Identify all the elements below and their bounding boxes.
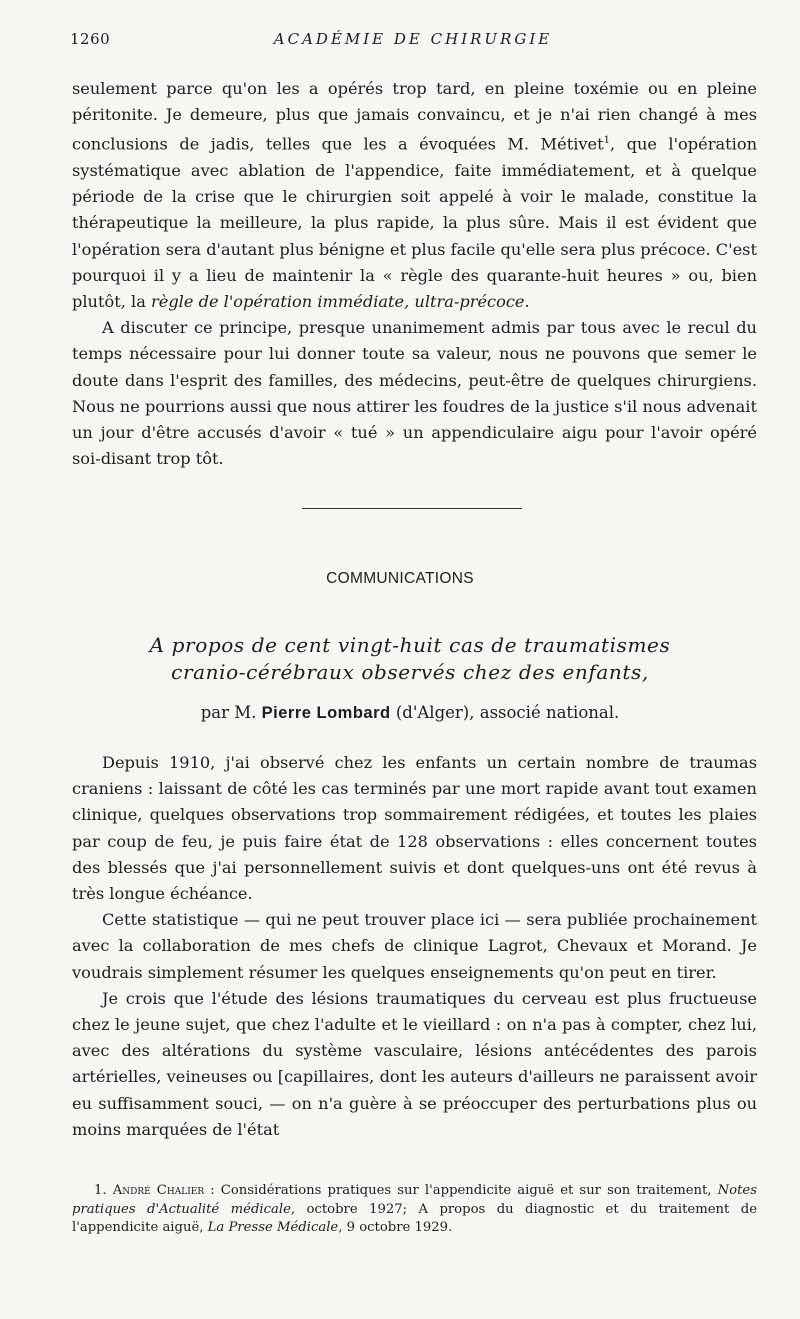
section-heading: COMMUNICATIONS	[326, 570, 474, 587]
byline: par M. Pierre Lombard (d'Alger), associé national.	[200, 703, 620, 722]
italic-rule: règle de l'opération immédiate, ultra-précoce	[151, 292, 525, 312]
continuation-paragraph-1: seulement parce qu'on les a opérés trop tard, en pleine toxémie ou en pleine péritonite. Je demeure, plus que jamais convaincu, et je n'ai rien changé à mes conclusions de jadis, telles que les a évoquées M. Métivet$^1$, que l'opération systématique avec ablation de l'appendice, faite immédiatement, et à quelque période de la crise que le chirurgien soit appelé à voir le malade, constitue la thérapeutique la meilleure, la plus rapide, la plus sûre. Mais il est évident que l'opération sera d'autant plus bénigne et plus facile qu'elle sera plus précoce. C'est pourquoi il y a lieu de maintenir la « règle des quarante-huit heures » ou, bien plutôt, la règle de l'opération immédiate, ultra-précoce.	[72, 79, 757, 312]
author-name: Pierre Lombard	[261, 704, 391, 722]
running-header	[70, 30, 756, 52]
continuation-paragraph-2: A discuter ce principe, presque unanimement admis par tous avec le recul du temps nécessaire pour lui donner toute sa valeur, nous ne pouvons que semer le doute dans l'esprit des familles, des médecins, peut-être de quelques chirurgiens. Nous ne pourrions aussi que nous attirer les foudres de la justice s'il nous advenait un jour d'être accusés d'avoir « tué » un appendiculaire aigu pour l'avoir opéré soi-disant trop tôt.	[72, 318, 757, 469]
footnote-author: André Chalier	[112, 1183, 205, 1198]
footnote-marker: 1	[603, 135, 610, 147]
page-number: 1260	[70, 30, 111, 48]
article-paragraph-2: Cette statistique — qui ne peut trouver place ici — sera publiée prochainement avec la collaboration de mes chefs de clinique Lagrot, Chevaux et Morand. Je voudrais simplement résumer les quelques enseignements qu'on peut en tirer.	[72, 910, 757, 982]
journal-title: Notes pratiques d'Actualité médicale	[72, 1183, 757, 1217]
article-paragraph-3: Je crois que l'étude des lésions traumatiques du cerveau est plus fructueuse chez le jeune sujet, que chez l'adulte et le vieillard : on n'a pas à compter, chez lui, avec des altérations du système vasculaire, lésions antécédentes des parois artérielles, veineuses ou [capillaires, dont les auteurs d'ailleurs ne paraissent avoir eu suffisamment souci, — on n'a guère à se préoccuper des perturbations plus ou moins marquées de l'état	[72, 988, 757, 1139]
article-paragraph-1: Depuis 1910, j'ai observé chez les enfants un certain nombre de traumas craniens : laissant de côté les cas terminés par une mort rapide avant tout examen clinique, quelques observations trop sommairement rédigées, et toutes les plaies par coup de feu, je puis faire état de 128 observations : elles concernent toutes des blessés que j'ai personnellement suivis et dont quelques-uns ont été revus à très longue échéance.	[72, 753, 757, 904]
article-body	[72, 750, 757, 1143]
continuation-text	[72, 76, 757, 472]
running-title: ACADÉMIE DE CHIRURGIE	[273, 30, 553, 48]
article-title: A propos de cent vingt-huit cas de traumatismes cranio-cérébraux observés chez des enfants,	[149, 633, 671, 684]
section-divider	[302, 508, 522, 509]
footnote: 1. André Chalier : Considérations pratiques sur l'appendicite aiguë et sur son traitement, Notes pratiques d'Actualité médicale, octobre 1927; A propos du diagnostic et du traitement de l'appendicite aiguë, La Presse Médicale, 9 octobre 1929.	[72, 1183, 758, 1236]
journal-title: La Presse Médicale	[207, 1220, 339, 1236]
